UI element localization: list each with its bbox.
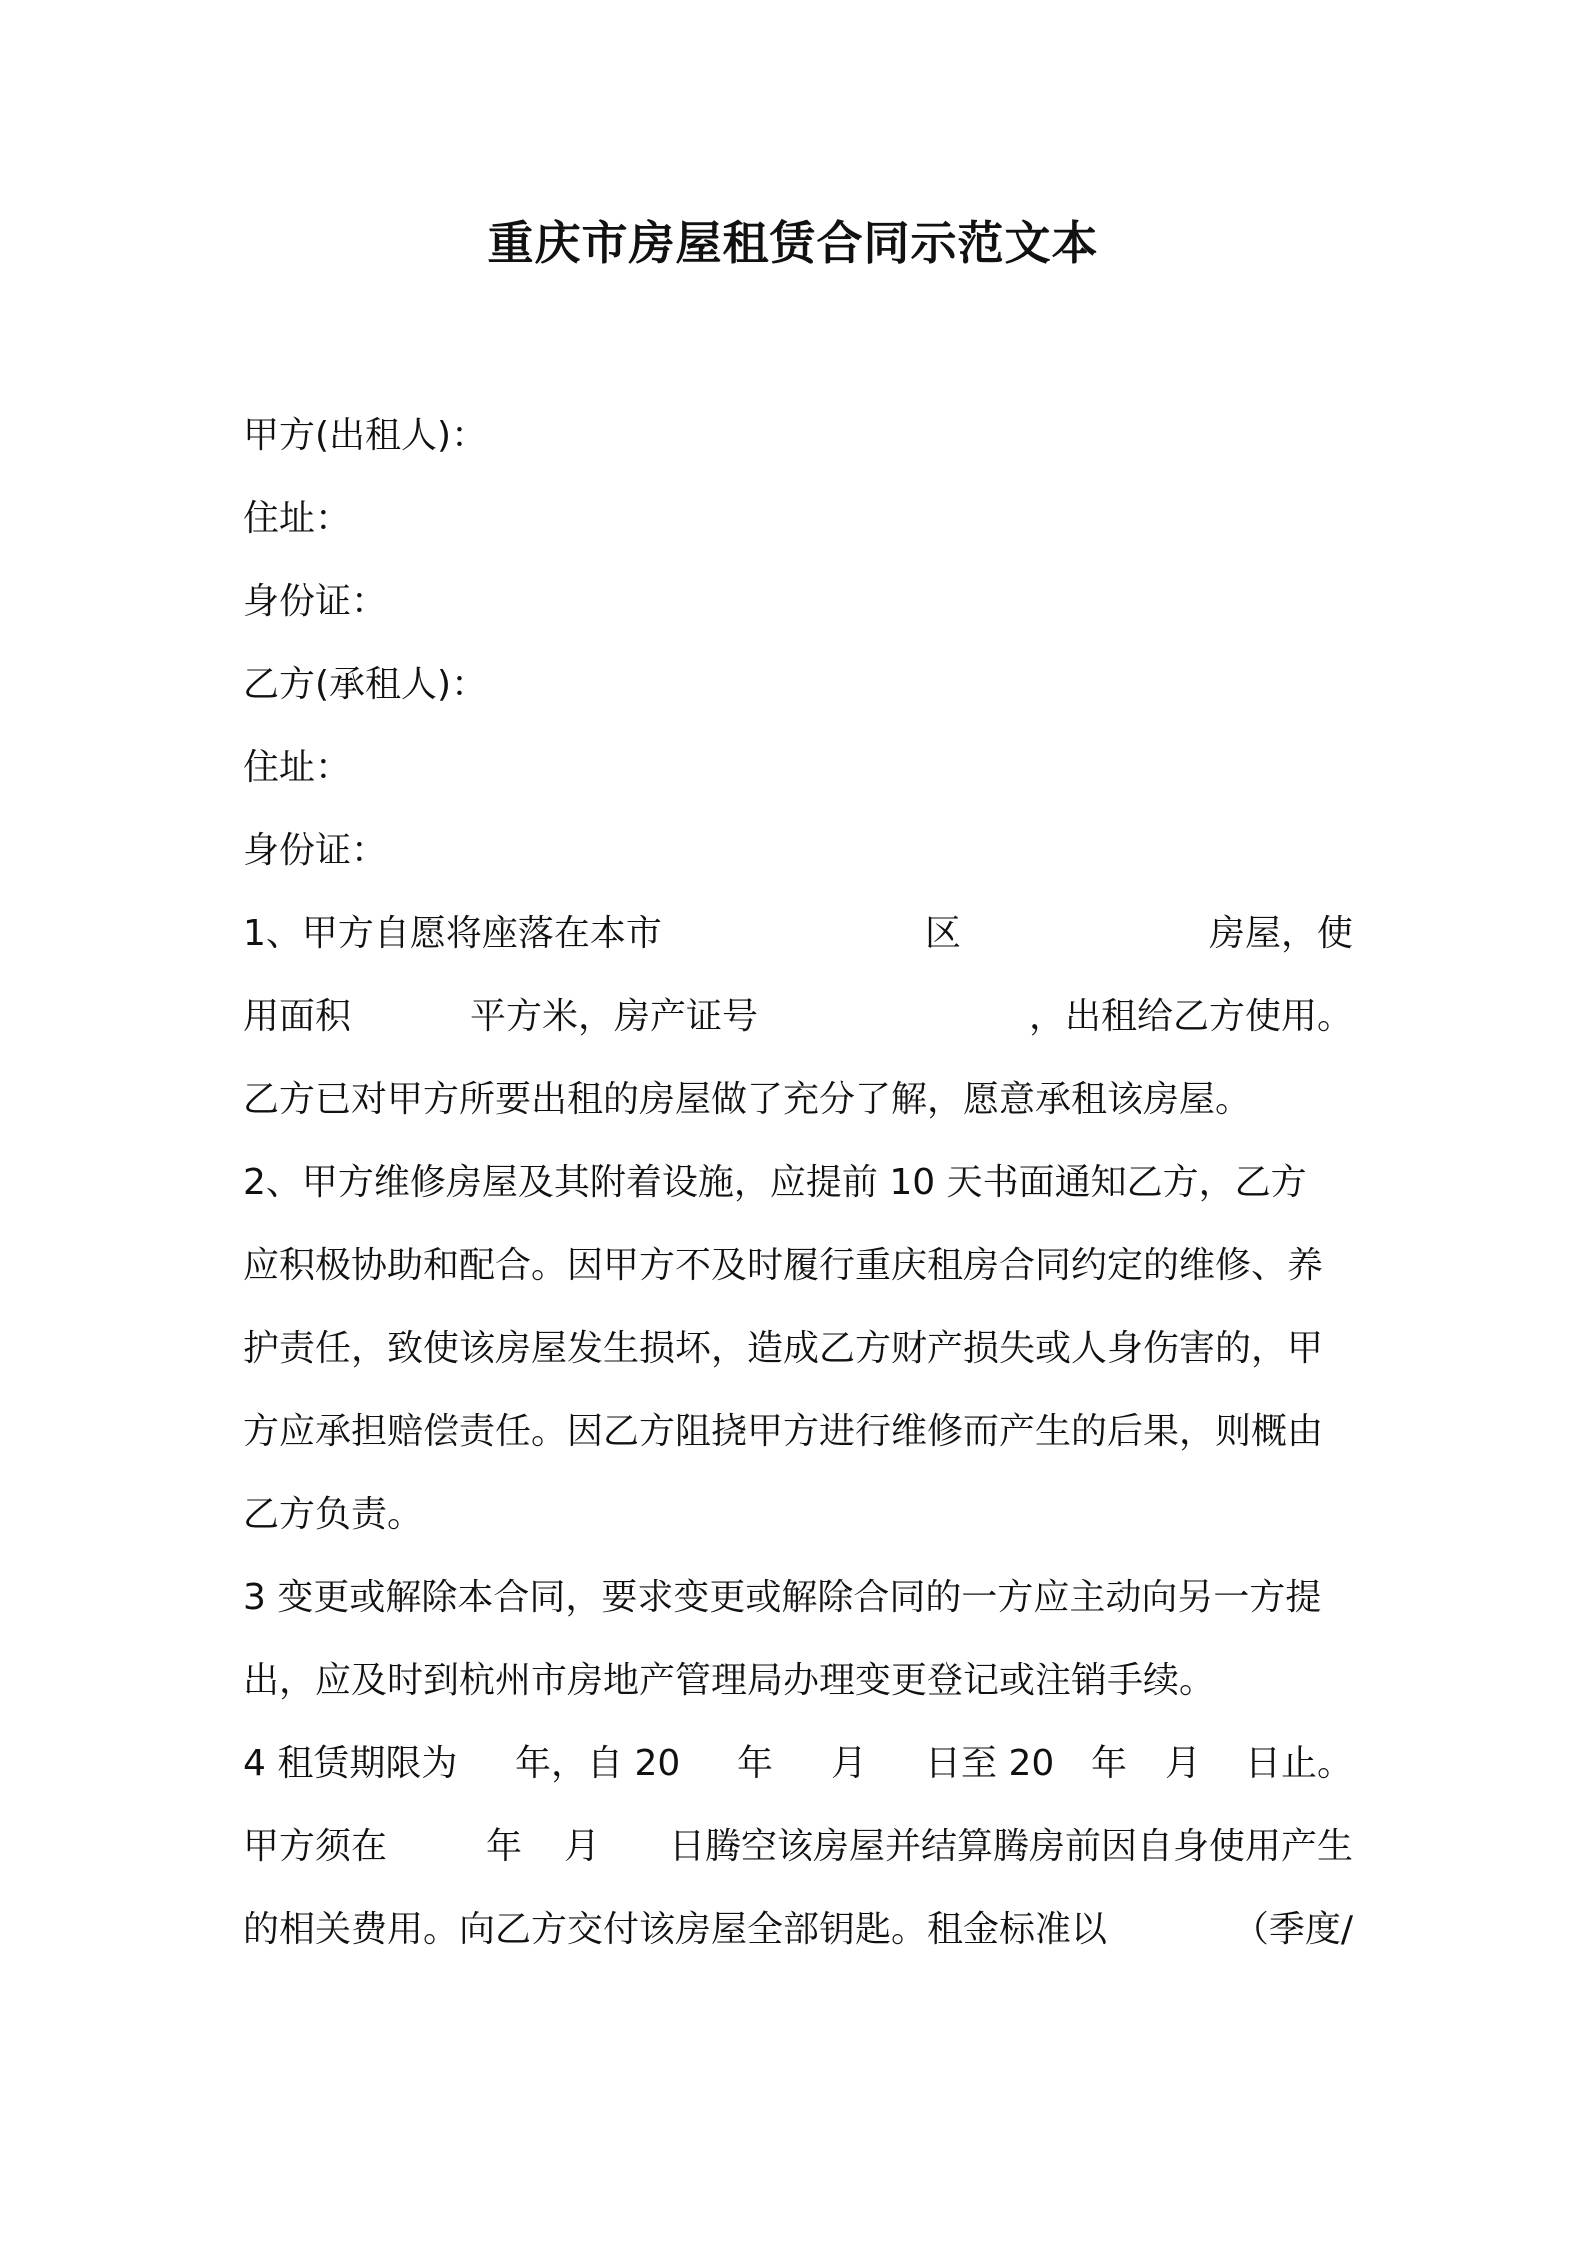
clause-1-seg: 1、甲方自愿将座落在本市 xyxy=(243,913,662,954)
party-b-address-label: 住址： xyxy=(243,747,352,788)
clause-1-seg: 用面积 xyxy=(243,996,352,1037)
clause-4-seg: 月 xyxy=(831,1743,868,1784)
clause-4-seg: 甲方须在 xyxy=(243,1826,388,1867)
party-a-address-label: 住址： xyxy=(243,498,352,539)
clause-4-seg: （季度/ xyxy=(1232,1909,1353,1950)
document-title: 重庆市房屋租赁合同示范文本 xyxy=(487,216,1099,270)
clause-1-seg: 平方米，房产证号 xyxy=(470,996,759,1037)
clause-2-line-5: 乙方负责。 xyxy=(243,1494,424,1535)
clause-4-seg: 月 xyxy=(1165,1743,1202,1784)
party-a-label: 甲方(出租人)： xyxy=(243,415,488,456)
party-b-id-label: 身份证： xyxy=(243,830,388,871)
clause-4-seg: 日止。 xyxy=(1244,1743,1353,1784)
clause-1-seg: 区 xyxy=(925,913,962,954)
clause-3-line-2: 出，应及时到杭州市房地产管理局办理变更登记或注销手续。 xyxy=(243,1660,1216,1701)
clause-1-line-3: 乙方已对甲方所要出租的房屋做了充分了解，愿意承租该房屋。 xyxy=(243,1079,1252,1120)
clause-4-seg: 的相关费用。向乙方交付该房屋全部钥匙。租金标准以 xyxy=(243,1909,1108,1950)
clause-2-line-2: 应积极协助和配合。因甲方不及时履行重庆租房合同约定的维修、养 xyxy=(243,1245,1324,1286)
clause-2-line-1: 2、甲方维修房屋及其附着设施，应提前 10 天书面通知乙方，乙方 xyxy=(243,1162,1307,1203)
clause-4-seg: 4 租赁期限为 xyxy=(243,1743,458,1784)
clause-4-seg: 日至 20 xyxy=(925,1743,1055,1784)
clause-4-seg: 年，自 20 xyxy=(515,1743,681,1784)
clause-3-line-1: 3 变更或解除本合同，要求变更或解除合同的一方应主动向另一方提 xyxy=(243,1577,1322,1618)
clause-1-seg: 房屋，使 xyxy=(1208,913,1353,954)
party-a-id-label: 身份证： xyxy=(243,581,388,622)
party-b-label: 乙方(承租人)： xyxy=(243,664,488,705)
clause-4-seg: 日腾空该房屋并结算腾房前因自身使用产生 xyxy=(668,1826,1353,1867)
clause-4-seg: 年 xyxy=(486,1826,523,1867)
clause-2-line-4: 方应承担赔偿责任。因乙方阻挠甲方进行维修而产生的后果，则概由 xyxy=(243,1411,1324,1452)
clause-4-seg: 年 xyxy=(737,1743,774,1784)
clause-2-line-3: 护责任，致使该房屋发生损坏，造成乙方财产损失或人身伤害的，甲 xyxy=(243,1328,1324,1369)
clause-4-seg: 年 xyxy=(1091,1743,1128,1784)
clause-1-seg: ，出租给乙方使用。 xyxy=(1028,996,1353,1037)
clause-4-seg: 月 xyxy=(564,1826,601,1867)
